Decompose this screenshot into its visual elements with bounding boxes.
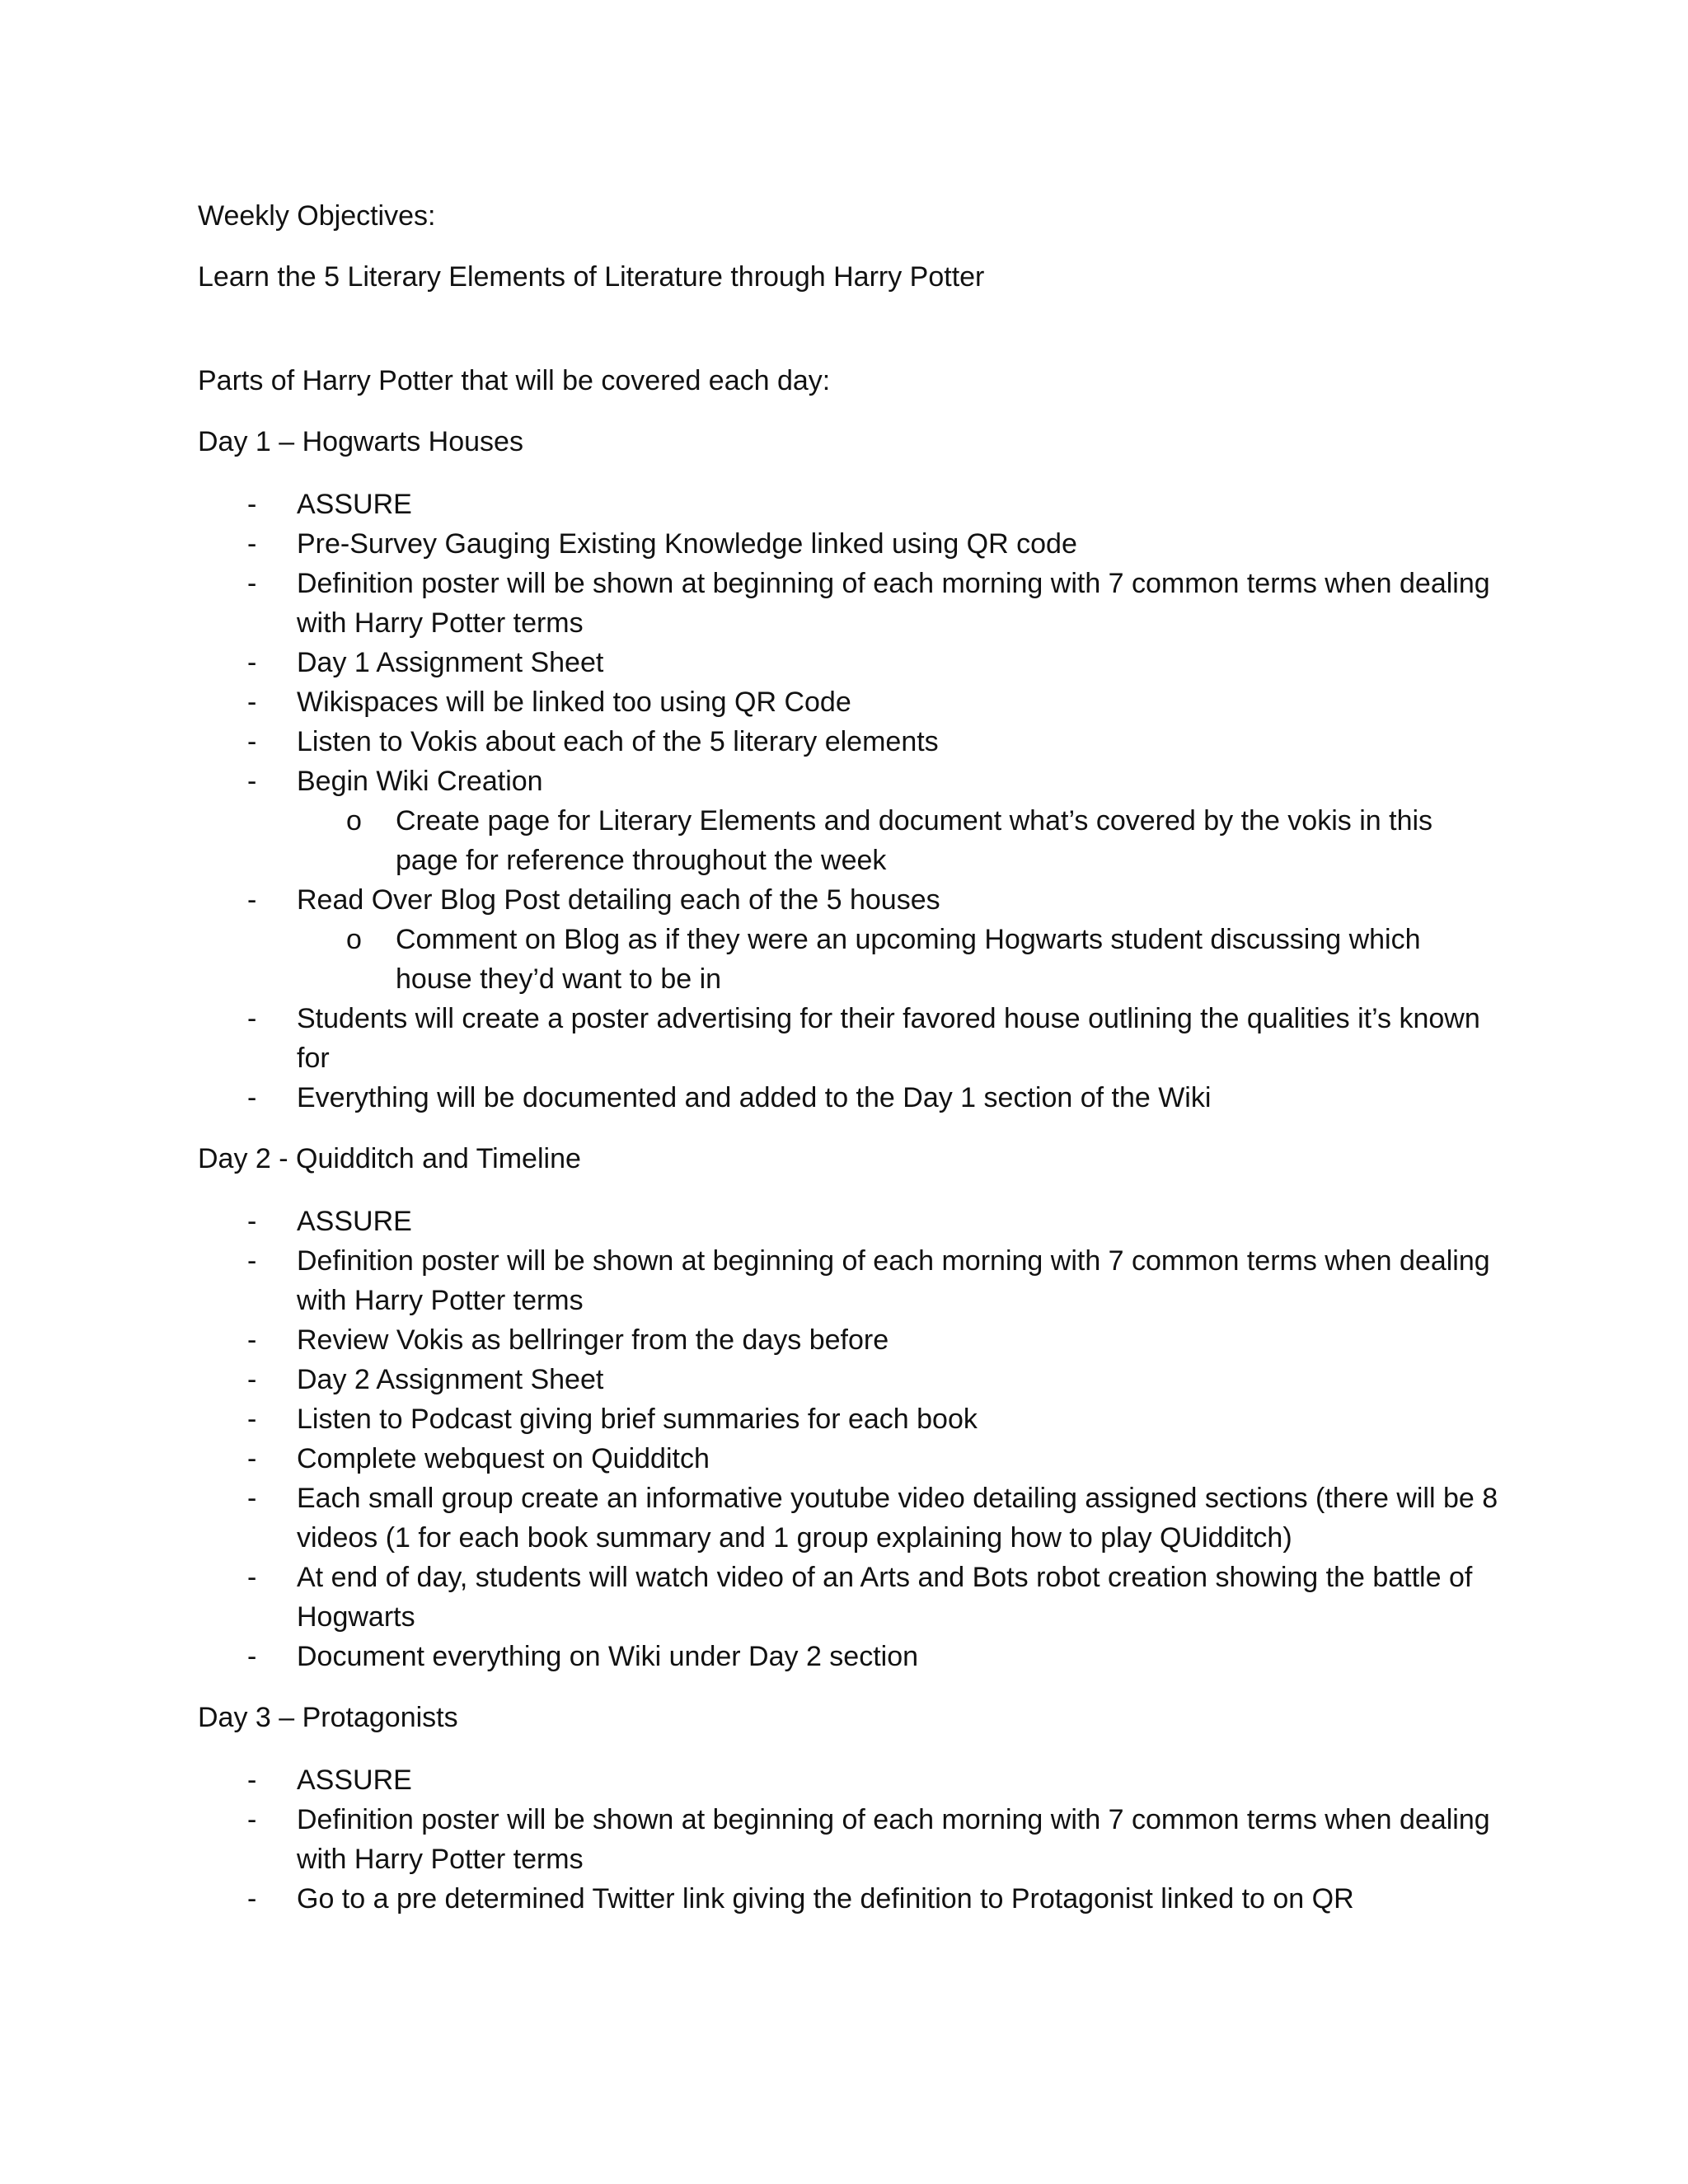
sub-list-item-text: Create page for Literary Elements and document what’s covered by the vokis in this page for reference throughout the week	[396, 805, 1433, 876]
dash-bullet-icon: -	[247, 687, 257, 718]
list-item	[198, 682, 1500, 722]
list-item-text: Read Over Blog Post detailing each of the 5 houses	[297, 884, 940, 916]
list-item-text: Definition poster will be shown at beginning of each morning with 7 common terms when dealing with Harry Potter terms	[297, 568, 1490, 639]
list-item	[198, 1241, 1500, 1320]
sub-list-item	[198, 801, 1500, 880]
document-body	[198, 196, 1500, 1940]
dash-bullet-icon: -	[247, 1641, 257, 1672]
list-item-text: Complete webquest on Quidditch	[297, 1443, 710, 1474]
list-item	[198, 1637, 1500, 1676]
list-item	[198, 1078, 1500, 1118]
list-item-text: Each small group create an informative youtube video detailing assigned sections (there will be 8 videos (1 for each book summary and 1 group explaining how to play QUidditch)	[297, 1483, 1498, 1554]
list-item-text: Begin Wiki Creation	[297, 766, 543, 797]
dash-bullet-icon: -	[247, 489, 257, 520]
list-item-text: Day 2 Assignment Sheet	[297, 1364, 604, 1395]
dash-bullet-icon: -	[247, 1324, 257, 1356]
list-item-text: Everything will be documented and added to the Day 1 section of the Wiki	[297, 1082, 1212, 1113]
day-sections	[198, 422, 1500, 1919]
list-item-text: Day 1 Assignment Sheet	[297, 647, 604, 678]
list-item-text: Listen to Vokis about each of the 5 literary elements	[297, 726, 939, 757]
list-item	[198, 485, 1500, 524]
list-item	[198, 1399, 1500, 1439]
list-item	[198, 880, 1500, 999]
dash-bullet-icon: -	[247, 1443, 257, 1474]
list-item-text: Definition poster will be shown at beginning of each morning with 7 common terms when dealing with Harry Potter terms	[297, 1804, 1490, 1875]
day-heading: Day 2 - Quidditch and Timeline	[198, 1143, 581, 1174]
day-heading: Day 1 – Hogwarts Houses	[198, 426, 523, 457]
list-item	[198, 762, 1500, 880]
sub-item-list	[297, 920, 1500, 999]
list-item	[198, 643, 1500, 682]
list-item-text: ASSURE	[297, 1765, 412, 1796]
dash-bullet-icon: -	[247, 1364, 257, 1395]
dash-bullet-icon: -	[247, 1804, 257, 1835]
list-item	[198, 1360, 1500, 1399]
dash-bullet-icon: -	[247, 1404, 257, 1435]
dash-bullet-icon: -	[247, 726, 257, 757]
list-item	[198, 1558, 1500, 1637]
blank-line	[198, 318, 1500, 361]
list-item-text: ASSURE	[297, 1206, 412, 1237]
list-item-text: Pre-Survey Gauging Existing Knowledge linked using QR code	[297, 528, 1077, 560]
list-item-text: Go to a pre determined Twitter link giving the definition to Protagonist linked to on QR	[297, 1883, 1354, 1915]
circle-bullet-icon: o	[346, 805, 362, 837]
dash-bullet-icon: -	[247, 1003, 257, 1034]
dash-bullet-icon: -	[247, 528, 257, 560]
list-item-text: Review Vokis as bellringer from the days before	[297, 1324, 889, 1356]
day-item-list	[198, 485, 1500, 1118]
list-item	[198, 564, 1500, 643]
day-item-list	[198, 1202, 1500, 1676]
list-item	[198, 1439, 1500, 1479]
dash-bullet-icon: -	[247, 884, 257, 916]
list-item	[198, 1760, 1500, 1800]
dash-bullet-icon: -	[247, 1206, 257, 1237]
parts-heading: Parts of Harry Potter that will be covered each day:	[198, 365, 831, 396]
list-item-text: Students will create a poster advertising for their favored house outlining the qualities it’s known for	[297, 1003, 1480, 1074]
list-item-text: Wikispaces will be linked too using QR Code	[297, 687, 851, 718]
list-item-text: ASSURE	[297, 489, 412, 520]
list-item	[198, 722, 1500, 762]
weekly-objective: Learn the 5 Literary Elements of Literature through Harry Potter	[198, 261, 985, 293]
list-item-text: Definition poster will be shown at beginning of each morning with 7 common terms when dealing with Harry Potter terms	[297, 1245, 1490, 1316]
list-item	[198, 999, 1500, 1078]
weekly-objectives-heading: Weekly Objectives:	[198, 200, 436, 232]
list-item	[198, 1879, 1500, 1919]
list-item	[198, 1320, 1500, 1360]
list-item	[198, 1800, 1500, 1879]
dash-bullet-icon: -	[247, 568, 257, 599]
list-item	[198, 1202, 1500, 1241]
dash-bullet-icon: -	[247, 1562, 257, 1593]
circle-bullet-icon: o	[346, 924, 362, 955]
list-item-text: Listen to Podcast giving brief summaries for each book	[297, 1404, 978, 1435]
list-item-text: At end of day, students will watch video of an Arts and Bots robot creation showing the battle of Hogwarts	[297, 1562, 1473, 1633]
list-item	[198, 1479, 1500, 1558]
dash-bullet-icon: -	[247, 766, 257, 797]
day-item-list	[198, 1760, 1500, 1919]
sub-list-item	[198, 920, 1500, 999]
list-item	[198, 524, 1500, 564]
dash-bullet-icon: -	[247, 1883, 257, 1915]
sub-item-list	[297, 801, 1500, 880]
sub-list-item-text: Comment on Blog as if they were an upcoming Hogwarts student discussing which house they’d want to be in	[396, 924, 1421, 995]
list-item-text: Document everything on Wiki under Day 2 section	[297, 1641, 919, 1672]
dash-bullet-icon: -	[247, 1245, 257, 1277]
dash-bullet-icon: -	[247, 1483, 257, 1514]
dash-bullet-icon: -	[247, 647, 257, 678]
day-heading: Day 3 – Protagonists	[198, 1702, 458, 1733]
dash-bullet-icon: -	[247, 1082, 257, 1113]
dash-bullet-icon: -	[247, 1765, 257, 1796]
